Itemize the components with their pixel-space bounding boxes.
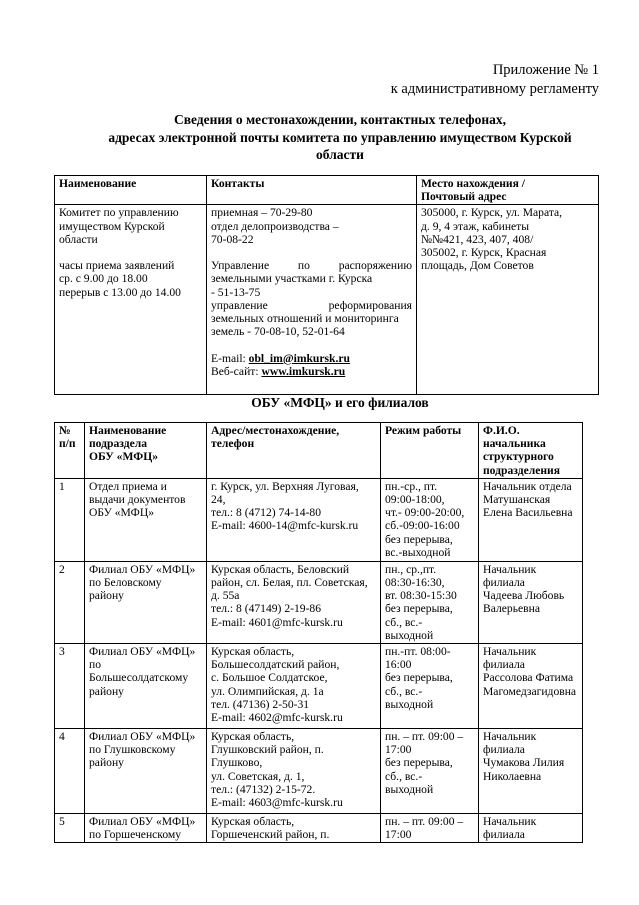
- title-line-2: адресах электронной почты комитета по управлению имуществом Курской: [108, 129, 572, 145]
- cell-line: Чадеева Любовь: [483, 589, 565, 603]
- committee-name-cell: Комитет по управлению имуществом Курской области часы приема заявлений ср. с 9.00 до 18.00 перерыв с 13.00 до 14.00: [55, 205, 207, 395]
- cell-line: вс.-выходной: [385, 545, 451, 559]
- division-name-cell: [85, 561, 207, 643]
- table-row: [55, 814, 583, 843]
- head-name-cell: [479, 644, 583, 729]
- schedule-cell: [381, 729, 479, 814]
- cell-line: Курская область,: [211, 815, 295, 829]
- cell-line: Филиал ОБУ «МФЦ»: [89, 645, 196, 659]
- cell-line: 09:00-18:00,: [385, 493, 445, 507]
- cell-line: Начальник: [483, 730, 537, 744]
- cell-line: тел.: 8 (47149) 2-19-86: [211, 602, 322, 616]
- cell-line: E-mail: 4600-14@mfc-kursk.ru: [211, 519, 359, 533]
- cell-line: ОБУ «МФЦ»: [89, 450, 159, 464]
- cell-line: Николаевна: [483, 769, 542, 783]
- table-row: [55, 644, 583, 729]
- cell-line: сб., вс.-: [385, 615, 423, 629]
- committee-contacts-cell: приемная – 70-29-80 отдел делопроизводства – 70-08-22 Управление по распоряжению земельными участками г. Курска - 51-13-75 управление реформирования земельных отношений и мониторинга земель - 70-08-10, 52-01-64 E-mail: obl_im@imkursk.ru Веб-сайт: www.imkursk.ru: [207, 205, 417, 395]
- cell-line: Начальник отдела: [483, 479, 572, 493]
- division-name-cell: [85, 478, 207, 561]
- cell-line: Елена Васильевна: [483, 506, 573, 520]
- cell-line: Курская область,: [211, 730, 295, 744]
- website-link[interactable]: www.imkursk.ru: [261, 364, 346, 378]
- cell-line: сб.-09:00-16:00: [385, 519, 460, 533]
- division-name-cell: [85, 729, 207, 814]
- cell-line: по Беловскому: [89, 576, 162, 590]
- head-name-cell: [479, 814, 583, 843]
- cell-line: подразделения: [483, 463, 560, 477]
- cell-line: Отдел приема и: [89, 479, 167, 493]
- cell-line: ОБУ «МФЦ»: [89, 506, 155, 520]
- cell-line: без перерыва,: [385, 671, 453, 685]
- cell-line: Филиал ОБУ «МФЦ»: [89, 815, 196, 829]
- address-cell: [207, 478, 381, 561]
- cell-line: г. Курск, ул. Верхняя Луговая,: [211, 479, 359, 493]
- title-line-3: области: [316, 147, 364, 162]
- cell-line: Большесолдатский район,: [211, 658, 340, 672]
- cell-line: тел.: (47132) 2-15-72.: [211, 782, 316, 796]
- cell-line: Адрес/местонахождение,: [211, 424, 340, 437]
- schedule-cell: [381, 478, 479, 561]
- cell-line: пн.-ср., пт.: [385, 479, 438, 493]
- header-location: Место нахождения / Почтовый адрес: [417, 176, 599, 205]
- cell-line: по Горшеченскому: [89, 828, 182, 842]
- cell-line: Ф.И.О.: [483, 424, 520, 437]
- table-row: [55, 561, 583, 643]
- table-row: [55, 729, 583, 814]
- cell-line: E-mail: 4603@mfc-kursk.ru: [211, 796, 343, 810]
- cell-line: начальника: [483, 437, 546, 451]
- row-number-cell: [55, 814, 85, 843]
- website-line: [211, 365, 412, 378]
- cell-line: пн., ср.,пт.: [385, 562, 437, 576]
- email-label: E-mail:: [211, 351, 249, 365]
- cell-line: Курская область, Беловский: [211, 562, 350, 576]
- address-cell: [207, 729, 381, 814]
- cell-line: сб., вс.-: [385, 769, 423, 783]
- cell-line: Филиал ОБУ «МФЦ»: [89, 730, 196, 744]
- table-header-row: [55, 423, 583, 479]
- header-schedule: [381, 423, 479, 479]
- cell-line: Рассолова Фатима: [483, 671, 574, 685]
- cell-line: 1: [59, 479, 65, 493]
- cell-line: Филиал ОБУ «МФЦ»: [89, 562, 196, 576]
- cell-line: 5: [59, 815, 65, 829]
- cell-line: Матушанская: [483, 493, 551, 507]
- cell-line: 24,: [211, 493, 226, 507]
- schedule-cell: [381, 814, 479, 843]
- cell-line: д. 55а: [211, 589, 240, 603]
- cell-line: без перерыва,: [385, 756, 453, 770]
- appendix-line-1: Приложение № 1: [492, 62, 599, 78]
- cell-line: Начальник: [483, 815, 537, 829]
- mfc-branches-table: [54, 422, 583, 843]
- row-number-cell: [55, 478, 85, 561]
- cell-line: 08:30-16:30,: [385, 576, 445, 590]
- cell-line: №: [59, 424, 71, 437]
- mfc-table-body: [55, 478, 583, 843]
- appendix-caption: [391, 61, 599, 99]
- cell-line: 3: [59, 645, 65, 659]
- head-name-cell: [479, 478, 583, 561]
- cell-line: пн.-пт. 08:00-: [385, 645, 451, 659]
- document-title: [60, 111, 620, 164]
- cell-line: Глушково,: [211, 756, 263, 770]
- cell-line: выходной: [385, 697, 434, 711]
- cell-line: 17:00: [385, 828, 412, 842]
- cell-line: телефон: [211, 437, 255, 451]
- cell-line: филиала: [483, 658, 525, 672]
- cell-line: ул. Олимпийская, д. 1а: [211, 684, 324, 698]
- cell-line: E-mail: 4602@mfc-kursk.ru: [211, 711, 343, 725]
- cell-line: Магомедзагидовна: [483, 684, 577, 698]
- table-row: [55, 478, 583, 561]
- table-row: [55, 205, 599, 395]
- cell-line: без перерыва,: [385, 532, 453, 546]
- address-cell: [207, 644, 381, 729]
- cell-line: с. Большое Солдатское,: [211, 671, 328, 685]
- cell-line: ул. Советская, д. 1,: [211, 769, 305, 783]
- cell-line: структурного: [483, 450, 554, 464]
- division-name-cell: [85, 644, 207, 729]
- schedule-cell: [381, 644, 479, 729]
- cell-line: Валерьевна: [483, 602, 540, 616]
- schedule-cell: [381, 561, 479, 643]
- email-link[interactable]: obl_im@imkursk.ru: [248, 351, 350, 365]
- table-header-row: [55, 176, 599, 205]
- address-cell: [207, 814, 381, 843]
- email-line: [211, 352, 412, 365]
- cell-line: чт.- 09:00-20:00,: [385, 506, 465, 520]
- cell-line: п/п: [59, 437, 76, 451]
- committee-location-cell: 305000, г. Курск, ул. Марата, д. 9, 4 этаж, кабинеты №№421, 423, 407, 408/ 305002, г. Курск, Красная площадь, Дом Советов: [417, 205, 599, 395]
- cell-line: району: [89, 589, 124, 603]
- cell-line: 2: [59, 562, 65, 576]
- cell-line: по: [89, 658, 102, 672]
- header-name: Наименование: [55, 176, 207, 205]
- cell-line: Начальник: [483, 645, 537, 659]
- appendix-line-2: к административному регламенту: [390, 81, 599, 97]
- cell-line: тел. (47136) 2-50-31: [211, 697, 310, 711]
- cell-line: выходной: [385, 628, 434, 642]
- row-number-cell: [55, 644, 85, 729]
- cell-line: 4: [59, 730, 65, 744]
- mfc-section-title: ОБУ «МФЦ» и его филиалов: [251, 395, 429, 410]
- header-num: [55, 423, 85, 479]
- header-address: [207, 423, 381, 479]
- committee-contacts-table: [54, 175, 599, 395]
- cell-line: 16:00: [385, 658, 412, 672]
- cell-line: вт. 08:30-15:30: [385, 589, 457, 603]
- cell-line: Глушковский район, п.: [211, 743, 324, 757]
- cell-line: филиала: [483, 743, 525, 757]
- cell-line: филиала: [483, 576, 525, 590]
- cell-line: Большесолдатскому: [89, 671, 189, 685]
- cell-line: району: [89, 756, 124, 770]
- cell-line: по Глушковскому: [89, 743, 176, 757]
- address-cell: [207, 561, 381, 643]
- header-contacts: Контакты: [207, 176, 417, 205]
- header-division: [85, 423, 207, 479]
- website-label: Веб-сайт:: [211, 364, 262, 378]
- cell-line: сб., вс.-: [385, 684, 423, 698]
- title-line-1: Сведения о местонахождении, контактных телефонах,: [173, 112, 507, 127]
- cell-line: выходной: [385, 782, 434, 796]
- cell-line: Курская область,: [211, 645, 295, 659]
- cell-line: Чумакова Лилия: [483, 756, 565, 770]
- cell-line: пн. – пт. 09:00 –: [385, 815, 464, 829]
- cell-line: Горшеченский район, п.: [211, 828, 330, 842]
- cell-line: 17:00: [385, 743, 412, 757]
- cell-line: E-mail: 4601@mfc-kursk.ru: [211, 615, 343, 629]
- cell-line: Наименование: [89, 424, 167, 437]
- head-name-cell: [479, 561, 583, 643]
- cell-line: тел.: 8 (4712) 74-14-80: [211, 506, 322, 520]
- cell-line: пн. – пт. 09:00 –: [385, 730, 464, 744]
- row-number-cell: [55, 729, 85, 814]
- cell-line: филиала: [483, 828, 525, 842]
- cell-line: подраздела: [89, 437, 148, 451]
- cell-line: Режим работы: [385, 424, 462, 437]
- row-number-cell: [55, 561, 85, 643]
- cell-line: без перерыва,: [385, 602, 453, 616]
- header-head: [479, 423, 583, 479]
- cell-line: району: [89, 684, 124, 698]
- cell-line: выдачи документов: [89, 493, 186, 507]
- cell-line: Начальник: [483, 562, 537, 576]
- cell-line: район, сл. Белая, пл. Советская,: [211, 576, 368, 590]
- division-name-cell: [85, 814, 207, 843]
- head-name-cell: [479, 729, 583, 814]
